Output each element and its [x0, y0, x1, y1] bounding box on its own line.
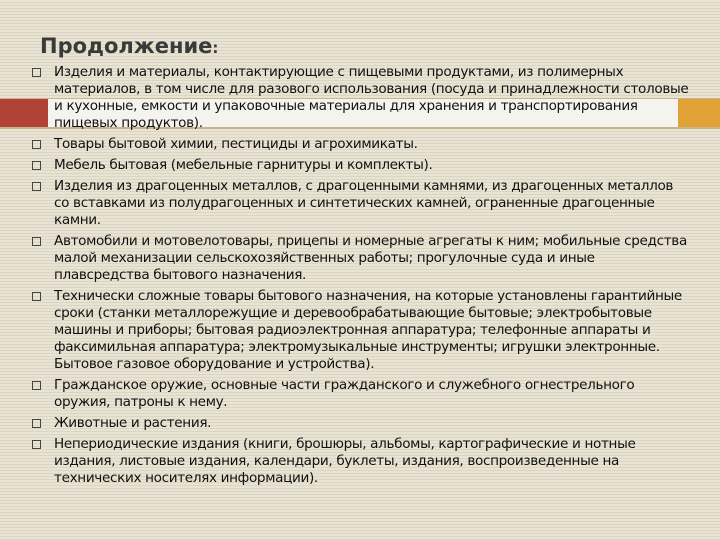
list-item-text: Гражданское оружие, основные части гражданского и служебного огнестрельного оружия, патроны к нему.: [54, 377, 635, 410]
list-item: [32, 233, 692, 284]
list-item-text: Технически сложные товары бытового назначения, на которые установлены гарантийные сроки (станки металлорежущие и деревообрабатывающие бытовые; электробытовые машины и приборы; бытовая радиоэлектронная аппаратура; телефонные аппараты и факсимильная аппаратура; электромузыкальные инструменты; игрушки электронные. Бытовое газовое оборудование и устройства).: [54, 288, 682, 372]
list-item: [32, 415, 692, 432]
hollow-square-icon: [32, 440, 41, 449]
hollow-square-icon: [32, 292, 41, 301]
list-item-text: Изделия и материалы, контактирующие с пищевыми продуктами, из полимерных материалов, в том числе для разового использования (посуда и принадлежности столовые и кухонные, емкости и упаковочные материалы для хранения и транспортирования пищевых продуктов).: [54, 64, 689, 131]
list-item-text: Непериодические издания (книги, брошюры, альбомы, картографические и нотные издания, листовые издания, календари, буклеты, издания, воспроизведенные на технических носителях информации).: [54, 436, 636, 486]
hollow-square-icon: [32, 161, 41, 170]
slide-title-colon: :: [212, 39, 219, 57]
list-item: [32, 436, 692, 487]
hollow-square-icon: [32, 68, 41, 77]
hollow-square-icon: [32, 419, 41, 428]
hollow-square-icon: [32, 381, 41, 390]
list-item: [32, 377, 692, 411]
list-item: [32, 136, 692, 153]
list-item-text: Мебель бытовая (мебельные гарнитуры и комплекты).: [54, 157, 433, 173]
list-item-text: Автомобили и мотовелотовары, прицепы и номерные агрегаты к ним; мобильные средства малой механизации сельскохозяйственных работы; прогулочные суда и иные плавсредства бытового назначения.: [54, 233, 687, 283]
list-item: [32, 64, 692, 132]
hollow-square-icon: [32, 140, 41, 149]
slide-title: [40, 34, 218, 58]
list-item-text: Товары бытовой химии, пестициды и агрохимикаты.: [54, 136, 418, 152]
hollow-square-icon: [32, 182, 41, 191]
list-item: [32, 157, 692, 174]
list-item-text: Изделия из драгоценных металлов, с драгоценными камнями, из драгоценных металлов со вставками из полудрагоценных и синтетических камней, ограненные драгоценные камни.: [54, 178, 674, 228]
list-item: [32, 288, 692, 373]
list-item-text: Животные и растения.: [54, 415, 212, 431]
list-item: [32, 178, 692, 229]
bullet-list: [32, 64, 692, 491]
hollow-square-icon: [32, 237, 41, 246]
slide-title-text: Продолжение: [40, 34, 213, 58]
